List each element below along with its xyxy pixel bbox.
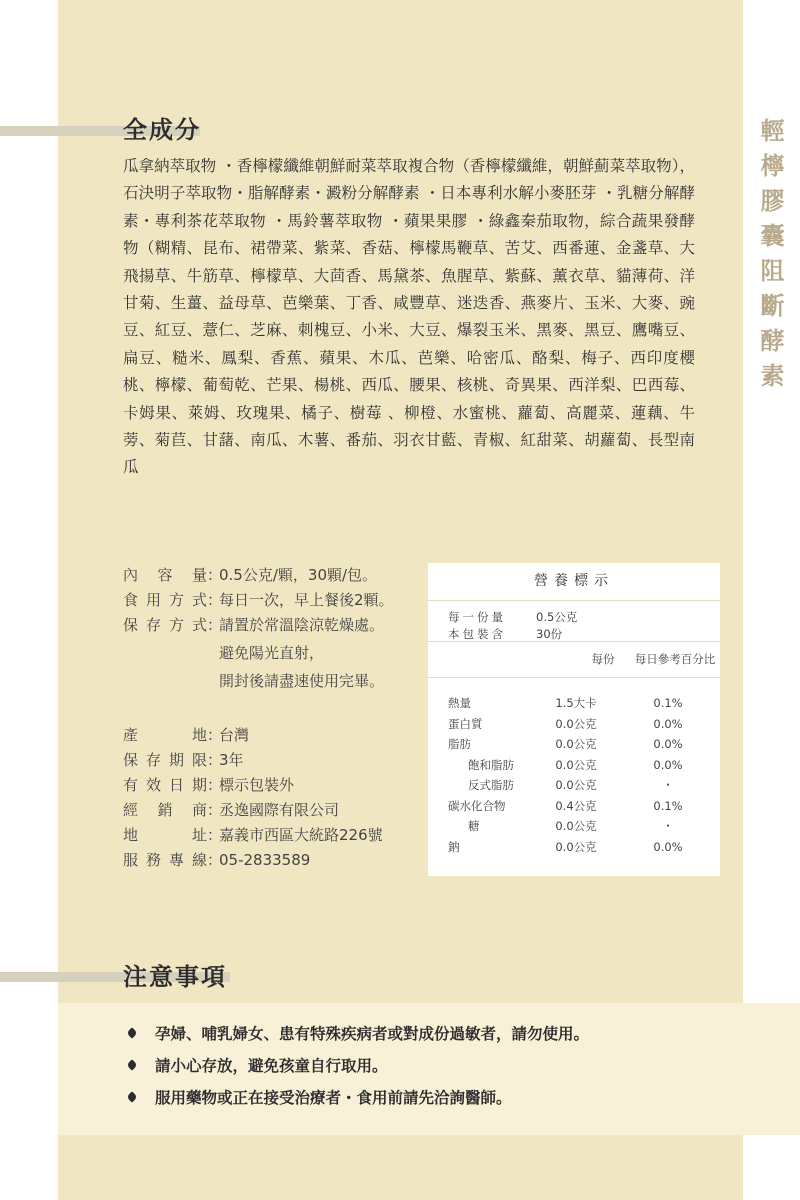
info-row-shelf-life: 保存期限 ： 3年: [123, 748, 383, 773]
column-daily-value: 每日參考百分比: [634, 652, 716, 666]
info-value: 丞逸國際有限公司: [219, 801, 340, 819]
nutrient-name: 反式脂肪: [468, 778, 514, 792]
info-label: 服務專線: [123, 851, 207, 869]
info-label: 產地: [123, 726, 207, 744]
nutrient-dv: 0.0%: [653, 716, 683, 731]
ingredients-heading: 全成分: [123, 116, 201, 144]
nutrient-name: 蛋白質: [448, 716, 483, 731]
notes-list: [128, 1017, 589, 1113]
info-label: 食用方式: [123, 591, 207, 609]
nutrition-row: [428, 796, 720, 817]
info-value: 05-2833589: [219, 851, 311, 869]
nutrient-value: 0.0公克: [555, 839, 597, 854]
info-row-distributor: 經銷商 ： 丞逸國際有限公司: [123, 798, 383, 823]
nutrient-value: 0.4公克: [555, 798, 597, 813]
nutrient-dv: 0.1%: [653, 696, 683, 710]
info-value: 標示包裝外: [219, 776, 295, 794]
beige-panel-bottom: [58, 1135, 743, 1200]
info-row-expiry: 有效日期 ： 標示包裝外: [123, 773, 383, 798]
info-row-content: 內容量 ： 0.5公克/顆，30顆/包。: [123, 563, 394, 588]
note-item: [128, 1081, 589, 1113]
info-label: 地址: [123, 826, 207, 844]
info-row-hotline: 服務專線 ： 05-2833589: [123, 848, 383, 873]
nutrition-table: [428, 563, 720, 876]
nutrient-value: 1.5大卡: [555, 696, 597, 710]
nutrient-name: 糖: [468, 819, 480, 833]
note-text: 孕婦、哺乳婦女、患有特殊疾病者或對成份過敏者，請勿使用。: [155, 1025, 590, 1043]
info-value: 嘉義市西區大統路226號: [219, 826, 383, 844]
nutrition-rows: [428, 678, 720, 857]
info-row-storage: 保存方式 ： 請置於常溫陰涼乾燥處。 避免陽光直射， 開封後請盡速使用完畢。: [123, 613, 394, 694]
product-info-group1: [123, 563, 394, 694]
nutrition-column-headers: [428, 642, 720, 678]
notes-heading: 注意事項: [123, 963, 227, 991]
product-info-group2: [123, 723, 383, 873]
nutrient-name: 熱量: [448, 696, 471, 710]
nutrient-dv: 0.0%: [653, 737, 683, 751]
serving-value: 0.5公克: [536, 610, 578, 624]
nutrition-row: [428, 816, 720, 837]
nutrient-value: 0.0公克: [555, 737, 597, 751]
nutrient-name: 飽和脂肪: [468, 757, 514, 772]
nutrition-row: [428, 755, 720, 776]
info-value: 避免陽光直射，: [219, 644, 325, 662]
side-product-title: 輕檸膠囊阻斷酵素: [756, 118, 784, 398]
note-item: [128, 1049, 589, 1081]
note-text: 請小心存放，避免孩童自行取用。: [155, 1057, 388, 1075]
bullet-icon: [126, 1091, 137, 1102]
nutrient-name: 碳水化合物: [448, 798, 506, 813]
serving-value: 30份: [536, 627, 563, 641]
nutrition-row: [428, 734, 720, 755]
info-label: 有效日期: [123, 776, 207, 794]
note-item: [128, 1017, 589, 1049]
nutrition-serving: [428, 601, 720, 642]
info-row-origin: 產地 ： 台灣: [123, 723, 383, 748]
nutrient-value: 0.0公克: [555, 819, 597, 833]
info-value: 3年: [219, 751, 244, 769]
info-label: 保存期限: [123, 751, 207, 769]
nutrition-row: [428, 837, 720, 858]
nutrition-row: [428, 714, 720, 735]
info-label: 保存方式: [123, 616, 207, 634]
serving-label: 每一份量: [448, 610, 506, 624]
nutrition-row: [428, 693, 720, 714]
info-label: 經銷商: [123, 801, 207, 819]
nutrient-value: 0.0公克: [555, 778, 597, 792]
nutrient-dv: ・: [662, 819, 674, 833]
info-value: 開封後請盡速使用完畢。: [219, 672, 385, 690]
bullet-icon: [126, 1059, 137, 1070]
nutrition-row: [428, 775, 720, 796]
nutrient-name: 脂肪: [448, 737, 471, 751]
info-value: 台灣: [219, 726, 250, 744]
info-row-address: 地址 ： 嘉義市西區大統路226號: [123, 823, 383, 848]
info-value: 請置於常溫陰涼乾燥處。: [219, 616, 385, 634]
note-text: 服用藥物或正在接受治療者・食用前請先洽詢醫師。: [155, 1089, 512, 1107]
nutrient-dv: 0.1%: [653, 798, 683, 813]
nutrient-name: 鈉: [448, 839, 460, 854]
bullet-icon: [126, 1027, 137, 1038]
info-value: 每日一次，早上餐後2顆。: [219, 591, 394, 609]
nutrient-value: 0.0公克: [555, 716, 597, 731]
nutrition-title: 營養標示: [428, 563, 720, 601]
nutrient-dv: 0.0%: [653, 757, 683, 772]
info-row-usage: 食用方式 ： 每日一次，早上餐後2顆。: [123, 588, 394, 613]
info-label: 內容量: [123, 566, 207, 584]
nutrient-value: 0.0公克: [555, 757, 597, 772]
nutrient-dv: 0.0%: [653, 839, 683, 854]
column-per-serving: 每份: [591, 652, 615, 666]
ingredients-text: 瓜拿納萃取物 ・香檸檬纖維朝鮮耐菜萃取複合物（香檸檬纖維，朝鮮薊菜萃取物），石決明子萃取物・脂解酵素・澱粉分解酵素 ・日本專利水解小麥胚芽 ・乳糖分解酵素・專利茶花萃取物 ・馬鈴薯萃取物 ・蘋果果膠 ・綠鑫秦茄取物，綜合蔬果發酵物（糊精、昆布、裙帶菜、紫菜、香菇、檸檬馬鞭草、苦艾、西番蓮、金盞草、大飛揚草、牛筋草、檸檬草、大茴香、馬黛茶、魚腥草、紫蘇、薰衣草、貓薄荷、洋甘菊、生薑、益母草、芭樂葉、丁香、咸豐草、迷迭香、燕麥片、玉米、大麥、豌豆、紅豆、薏仁、芝麻、刺槐豆、小米、大豆、爆裂玉米、黑麥、黑豆、鷹嘴豆、扁豆、糙米、鳳梨、香蕉、蘋果、木瓜、芭樂、哈密瓜、酪梨、梅子、西印度櫻桃、檸檬、葡萄乾、芒果、楊桃、西瓜、腰果、核桃、奇異果、西洋梨、巴西莓、卡姆果、萊姆、玫瑰果、橘子、樹莓 、柳橙、水蜜桃、蘿蔔、高麗菜、蓮藕、牛蒡、菊苣、甘藷、南瓜、木薯、番茄、羽衣甘藍、青椒、紅甜菜、胡蘿蔔、長型南瓜: [123, 157, 695, 477]
serving-label: 本包裝含: [448, 627, 506, 641]
nutrient-dv: ・: [662, 778, 674, 792]
info-value: 0.5公克/顆，30顆/包。: [219, 566, 378, 584]
